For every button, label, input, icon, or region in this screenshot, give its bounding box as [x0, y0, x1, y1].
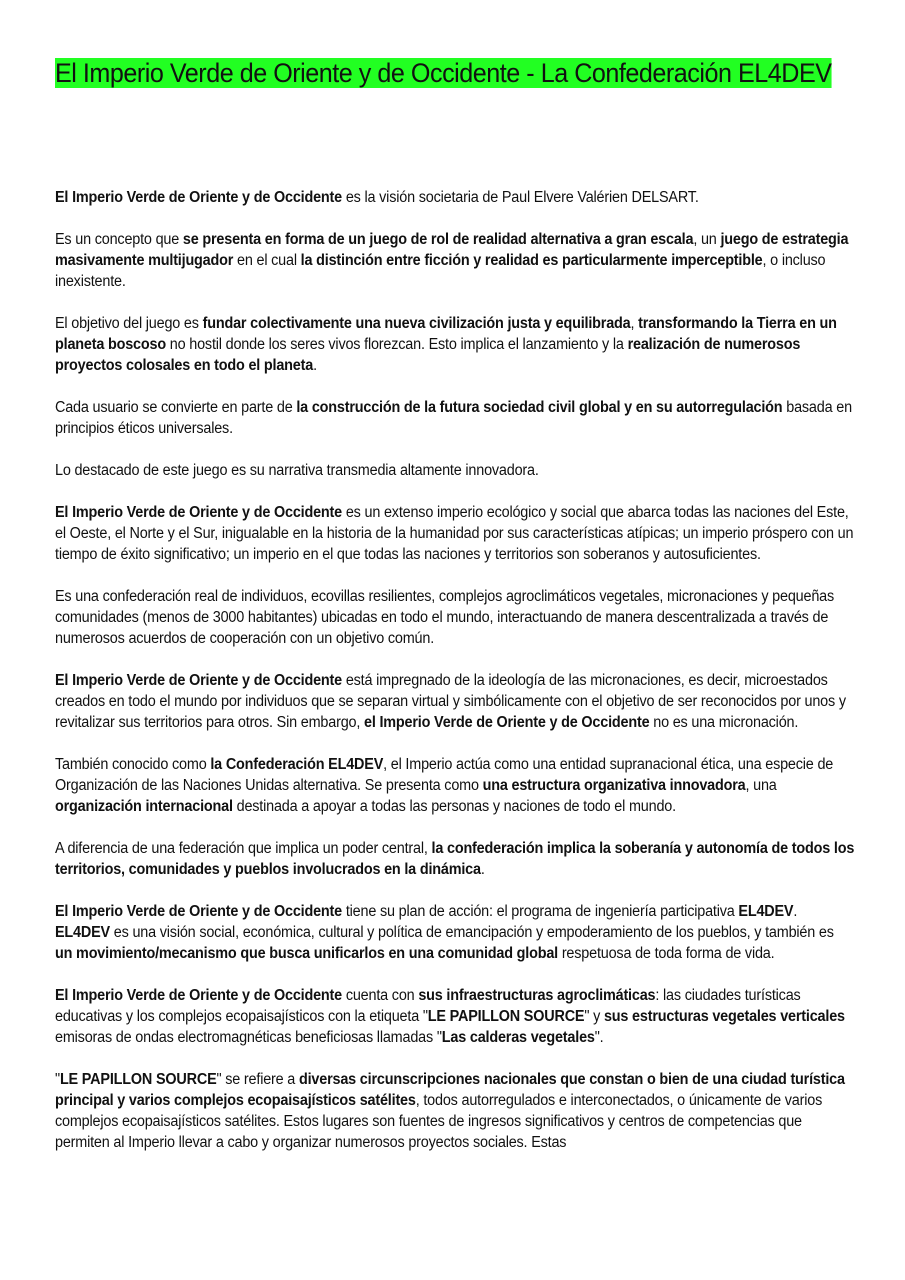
paragraph: [55, 187, 855, 208]
paragraph: [55, 754, 855, 817]
bold-text: diversas circunscripciones nacionales que constan o bien de una ciudad turística principal y varios complejos ecopaisajísticos satélites: [55, 1071, 845, 1109]
bold-text: EL4DEV: [55, 924, 110, 941]
bold-text: la Confederación EL4DEV: [210, 756, 384, 773]
text-run: destinada a apoyar a todas las personas y naciones de todo el mundo.: [232, 798, 676, 815]
paragraph: [55, 901, 855, 964]
paragraph: [55, 313, 855, 376]
bold-text: la distinción entre ficción y realidad es particularmente imperceptible: [300, 252, 763, 269]
bold-text: la construcción de la futura sociedad civil global y en su autorregulación: [296, 399, 783, 416]
text-run: ,: [630, 315, 639, 332]
text-run: no es una micronación.: [649, 714, 799, 731]
bold-text: Las calderas vegetales: [441, 1029, 595, 1046]
bold-text: sus estructuras vegetales verticales: [603, 1008, 845, 1025]
text-run: , o incluso inexistente.: [55, 252, 826, 290]
bold-text: fundar colectivamente una nueva civilización justa y equilibrada: [202, 315, 631, 332]
bold-text: realización de numerosos proyectos colosales en todo el planeta: [55, 336, 801, 374]
bold-text: El Imperio Verde de Oriente y de Occidente: [55, 672, 343, 689]
bold-text: transformando la Tierra en un planeta boscoso: [55, 315, 837, 353]
bold-text: se presenta en forma de un juego de rol de realidad alternativa a gran escala: [182, 231, 694, 248]
text-run: es un extenso imperio ecológico y social que abarca todas las naciones del Este, el Oeste, el Norte y el Sur, inigualable en la historia de la humanidad por sus características atípicas; un imperio próspero con un tiempo de éxito significativo; un imperio en el que todas las naciones y territorios son soberanos y autosuficientes.: [55, 504, 854, 563]
text-run: cuenta con: [342, 987, 419, 1004]
text-run: es una visión social, económica, cultural y política de emancipación y empoderamiento de los pueblos, y también es: [109, 924, 834, 941]
text-run: ": [55, 1071, 60, 1088]
text-run: , el Imperio actúa como una entidad supranacional ética, una especie de Organización de las Naciones Unidas alternativa. Se presenta como: [55, 756, 834, 794]
text-run: , todos autorregulados e interconectados, o únicamente de varios complejos ecopaisajísticos satélites. Estos lugares son fuentes de ingresos significativos y centros de competencias que permiten al Imperio llevar a cabo y organizar numerosos proyectos sociales. Estas: [55, 1092, 823, 1151]
paragraph: [55, 985, 855, 1048]
document-page: [55, 56, 855, 90]
text-run: El objetivo del juego es: [55, 315, 203, 332]
text-run: Es un concepto que: [55, 231, 183, 248]
text-run: , un: [693, 231, 721, 248]
text-run: " se refiere a: [216, 1071, 299, 1088]
paragraph: [55, 1069, 855, 1153]
text-run: tiene su plan de acción: el programa de ingeniería participativa: [342, 903, 739, 920]
text-run: basada en principios éticos universales.: [55, 399, 852, 437]
text-run: Cada usuario se convierte en parte de: [55, 399, 297, 416]
bold-text: organización internacional: [55, 798, 233, 815]
text-run: .: [480, 861, 485, 878]
bold-text: El Imperio Verde de Oriente y de Occidente: [55, 504, 343, 521]
paragraph: [55, 670, 855, 733]
text-run: en el cual: [233, 252, 301, 269]
bold-text: LE PAPILLON SOURCE: [427, 1008, 585, 1025]
bold-text: un movimiento/mecanismo que busca unificarlos en una comunidad global: [55, 945, 558, 962]
document-body: [55, 187, 855, 1174]
text-run: respetuosa de toda forma de vida.: [557, 945, 775, 962]
document-title: [55, 56, 855, 90]
bold-text: el Imperio Verde de Oriente y de Occidente: [364, 714, 650, 731]
bold-text: EL4DEV: [738, 903, 794, 920]
text-run: está impregnado de la ideología de las micronaciones, es decir, microestados creados en todo el mundo por individuos que se separan virtual y simbólicamente con el objetivo de ser reconocidos por unos y revitalizar sus territorios para otros. Sin embargo,: [55, 672, 846, 731]
text-run: es la visión societaria de Paul Elvere Valérien DELSART.: [342, 189, 699, 206]
bold-text: El Imperio Verde de Oriente y de Occidente: [55, 903, 343, 920]
paragraph: [55, 229, 855, 292]
paragraph: [55, 460, 855, 481]
bold-text: juego de estrategia masivamente multijugador: [55, 231, 849, 269]
bold-text: El Imperio Verde de Oriente y de Occidente: [55, 189, 343, 206]
bold-text: una estructura organizativa innovadora: [482, 777, 746, 794]
bold-text: El Imperio Verde de Oriente y de Occidente: [55, 987, 343, 1004]
text-run: , una: [745, 777, 777, 794]
text-run: no hostil donde los seres vivos florezcan. Esto implica el lanzamiento y la: [165, 336, 628, 353]
text-run: .: [313, 357, 317, 374]
text-run: : las ciudades turísticas educativas y los complejos ecopaisajísticos con la etiqueta ": [55, 987, 801, 1025]
text-run: Lo destacado de este juego es su narrativa transmedia altamente innovadora.: [55, 462, 539, 479]
bold-text: sus infraestructuras agroclimáticas: [418, 987, 656, 1004]
text-run: .: [793, 903, 798, 920]
bold-text: la confederación implica la soberanía y autonomía de todos los territorios, comunidades y pueblos involucrados en la dinámica: [55, 840, 855, 878]
paragraph: [55, 397, 855, 439]
bold-text: LE PAPILLON SOURCE: [59, 1071, 217, 1088]
paragraph: [55, 586, 855, 649]
text-run: emisoras de ondas electromagnéticas beneficiosas llamadas ": [55, 1029, 442, 1046]
title-highlight: El Imperio Verde de Oriente y de Occidente - La Confederación EL4DEV: [55, 58, 832, 88]
text-run: " y: [584, 1008, 604, 1025]
text-run: ".: [594, 1029, 604, 1046]
paragraph: [55, 502, 855, 565]
text-run: A diferencia de una federación que implica un poder central,: [55, 840, 432, 857]
paragraph: [55, 838, 855, 880]
text-run: También conocido como: [55, 756, 211, 773]
text-run: Es una confederación real de individuos, ecovillas resilientes, complejos agroclimáticos vegetales, micronaciones y pequeñas comunidades (menos de 3000 habitantes) ubicadas en todo el mundo, interactuando de manera descentralizada a través de numerosos acuerdos de cooperación con un objetivo común.: [55, 588, 835, 647]
